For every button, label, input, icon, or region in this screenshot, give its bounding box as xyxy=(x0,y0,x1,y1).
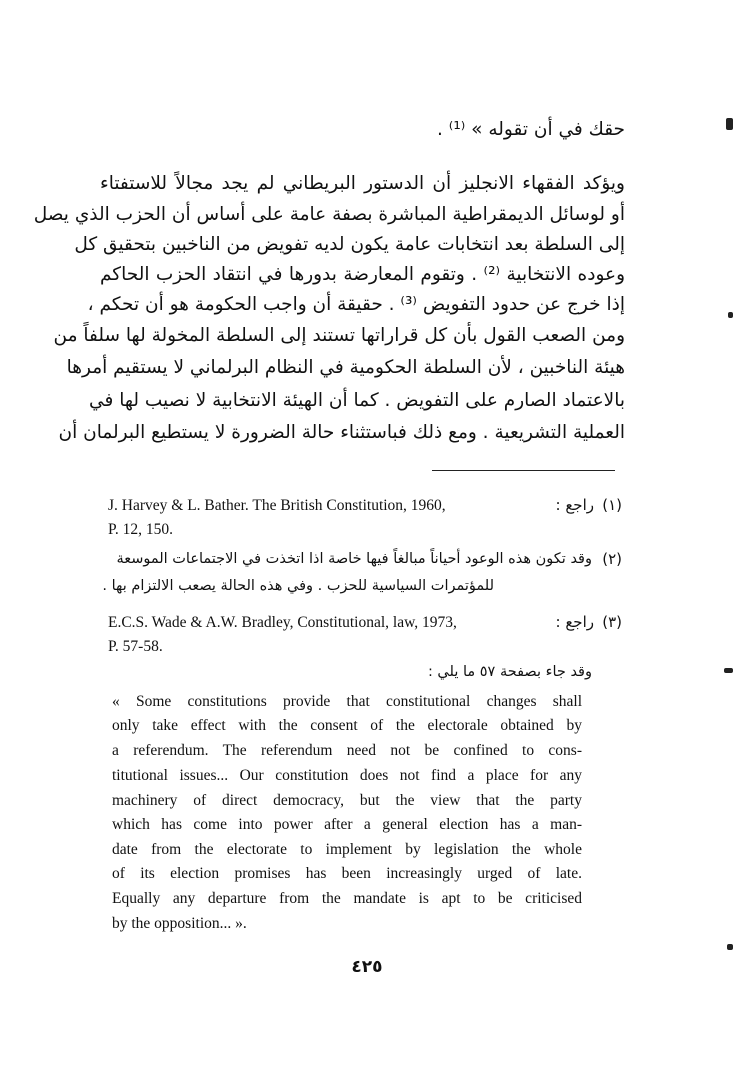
footnote-1 xyxy=(108,494,622,540)
footnote-1-number: (١) xyxy=(602,496,622,514)
quote-line-4: titutional issues... Our constitution does not find a place for any xyxy=(112,767,582,784)
scan-margin-mark-top xyxy=(726,118,733,130)
quote-line-5: machinery of direct democracy, but the view that the party xyxy=(112,792,582,809)
body-line-8: هيئة الناخبين ، لأن السلطة الحكومية في النظام البرلماني لا يستقيم أمرها xyxy=(66,357,625,378)
scan-margin-mark-bottom xyxy=(727,944,733,950)
page-number: ٤٢٥ xyxy=(351,957,383,977)
body-line-7: ومن الصعب القول بأن كل قراراتها تستند إلى السلطة المخولة لها سلفاً من xyxy=(53,325,625,346)
footnote-3-pages: P. 57-58. xyxy=(108,638,163,655)
quote-line-6: which has come into power after a general election has a man- xyxy=(112,816,582,833)
footnote-3 xyxy=(108,611,622,691)
footnote-1-pages: P. 12, 150. xyxy=(108,521,174,538)
footnote-2-number: (٢) xyxy=(602,550,622,568)
body-line-1: حقك في أن تقوله » ⁽¹⁾ . xyxy=(437,119,625,140)
quote-line-10: by the opposition... ». xyxy=(112,915,247,932)
footnote-1-citation: J. Harvey & L. Bather. The British Constitution, 1960, xyxy=(108,497,446,514)
footnote-2-line-1: وقد تكون هذه الوعود أحياناً مبالغاً فيها خاصة اذا اتخذت في الاجتماعات الموسعة xyxy=(116,551,592,567)
body-line-3: أو لوسائل الديمقراطية المباشرة بصفة عامة على أساس أن الحزب الذي يصل xyxy=(33,204,625,225)
body-line-10: العملية التشريعية . ومع ذلك فباستثناء حالة الضرورة لا يستطيع البرلمان أن xyxy=(58,422,625,443)
footnote-3-intro: وقد جاء بصفحة ٥٧ ما يلي : xyxy=(427,664,592,680)
footnote-3-ref-word: راجع : xyxy=(555,613,594,631)
footnote-2-line-2: للمؤتمرات السياسية للحزب . وفي هذه الحالة يصعب الالتزام بها . xyxy=(102,578,494,594)
quote-line-1: « Some constitutions provide that constitutional changes shall xyxy=(112,693,582,710)
body-line-6: إذا خرج عن حدود التفويض ⁽³⁾ . حقيقة أن واجب الحكومة هو أن تحكم ، xyxy=(87,294,625,315)
quote-line-7: date from the electorate to implement by legislation the whole xyxy=(112,841,582,858)
footnote-2 xyxy=(102,548,622,598)
footnote-3-number: (٣) xyxy=(602,613,622,631)
body-line-9: بالاعتماد الصارم على التفويض . كما أن الهيئة الانتخابية لا نصيب لها في xyxy=(89,390,625,411)
quote-line-9: Equally any departure from the mandate is apt to be criticised xyxy=(112,890,582,907)
quote-line-8: of its election promises has been increasingly urged of late. xyxy=(112,865,582,882)
footnote-3-citation: E.C.S. Wade & A.W. Bradley, Constitutional, law, 1973, xyxy=(108,614,457,631)
quote-line-2: only take effect with the consent of the electorale obtained by xyxy=(112,717,582,734)
footnote-1-ref-word: راجع : xyxy=(555,496,594,514)
scan-margin-mark-middle xyxy=(728,312,733,318)
body-line-5: وعوده الانتخابية ⁽²⁾ . وتقوم المعارضة بدورها في انتقاد الحزب الحاكم xyxy=(100,264,625,285)
scan-margin-mark-lower xyxy=(724,668,733,673)
footnote-separator xyxy=(432,470,615,471)
quote-line-3: a referendum. The referendum need not be confined to cons- xyxy=(112,742,582,759)
body-line-4: إلى السلطة بعد انتخابات عامة يكون لديه تفويض من الناخبين بتحقيق كل xyxy=(74,234,625,255)
body-line-2: ويؤكد الفقهاء الانجليز أن الدستور البريطاني لم يجد مجالاً للاستفتاء xyxy=(100,173,625,194)
